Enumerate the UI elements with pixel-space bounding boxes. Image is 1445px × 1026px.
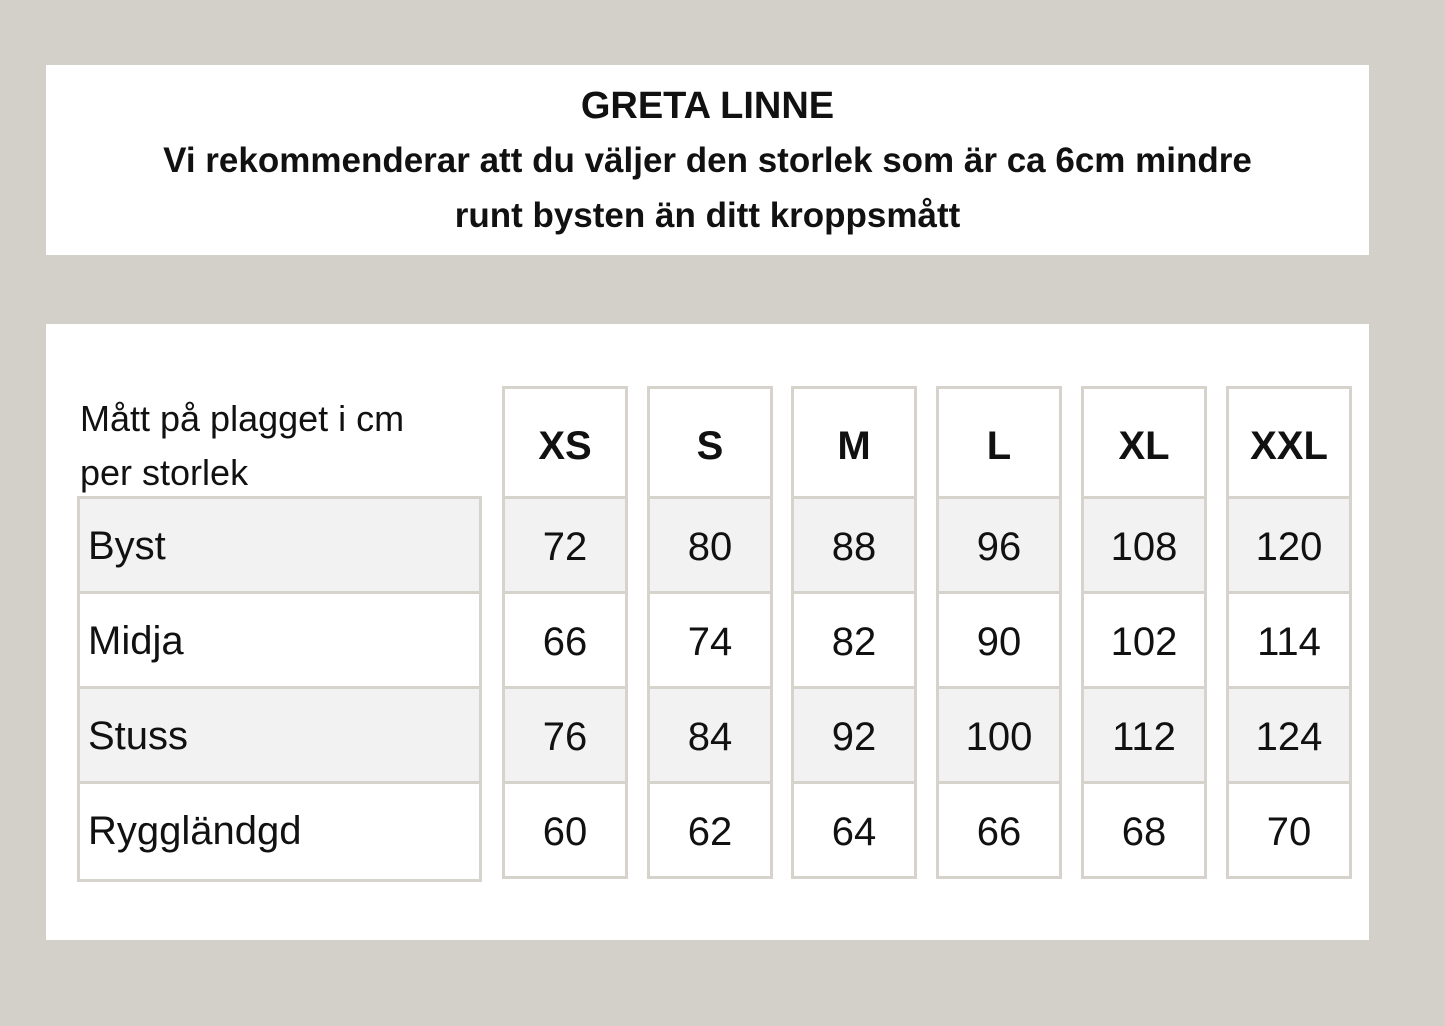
size-header: L [939,389,1059,499]
size-header: XL [1084,389,1204,499]
size-header: M [794,389,914,499]
size-value-cell: 64 [831,810,877,854]
size-value-cell: 100 [939,689,1059,784]
size-value-cell: 74 [650,594,770,689]
measurement-labels [77,496,482,882]
size-value-cell: 96 [939,499,1059,594]
size-value-cell: 108 [1084,499,1204,594]
size-column-m [791,386,917,879]
size-value-cell: 102 [1084,594,1204,689]
size-value-cell: 60 [542,810,588,854]
caption-line-2: per storlek [80,452,249,493]
size-column-s [647,386,773,879]
size-column-xs [502,386,628,879]
header-panel [46,65,1369,255]
size-value-cell: 124 [1229,689,1349,784]
row-label-rygglangd: Ryggländgd [88,809,302,853]
size-header: XS [505,389,625,499]
size-value-cell: 120 [1229,499,1349,594]
caption-line-1: Mått på plagget i cm [80,398,405,439]
size-column-l [936,386,1062,879]
recommendation-line-1: Vi rekommenderar att du väljer den storlek som är ca 6cm mindre [163,141,1252,180]
size-column-xxl [1226,386,1352,879]
size-value-cell: 66 [976,810,1022,854]
size-value-cell: 70 [1266,810,1312,854]
size-value-cell: 92 [794,689,914,784]
size-value-cell: 114 [1229,594,1349,689]
size-value-cell: 76 [505,689,625,784]
row-label-stuss: Stuss [80,689,479,784]
size-value-cell: 66 [505,594,625,689]
row-label-byst: Byst [80,499,479,594]
size-value-cell: 112 [1084,689,1204,784]
size-column-xl [1081,386,1207,879]
table-caption [80,392,500,500]
size-value-cell: 68 [1121,810,1167,854]
size-value-cell: 72 [505,499,625,594]
size-value-cell: 90 [939,594,1059,689]
size-value-cell: 82 [794,594,914,689]
size-value-cell: 84 [650,689,770,784]
product-title: GRETA LINNE [580,85,835,127]
recommendation-line-2: runt bysten än ditt kroppsmått [454,196,961,235]
row-label-midja: Midja [80,594,479,689]
size-header: S [650,389,770,499]
size-value-cell: 88 [794,499,914,594]
size-header: XXL [1229,389,1349,499]
size-value-cell: 80 [650,499,770,594]
size-value-cell: 62 [687,810,733,854]
